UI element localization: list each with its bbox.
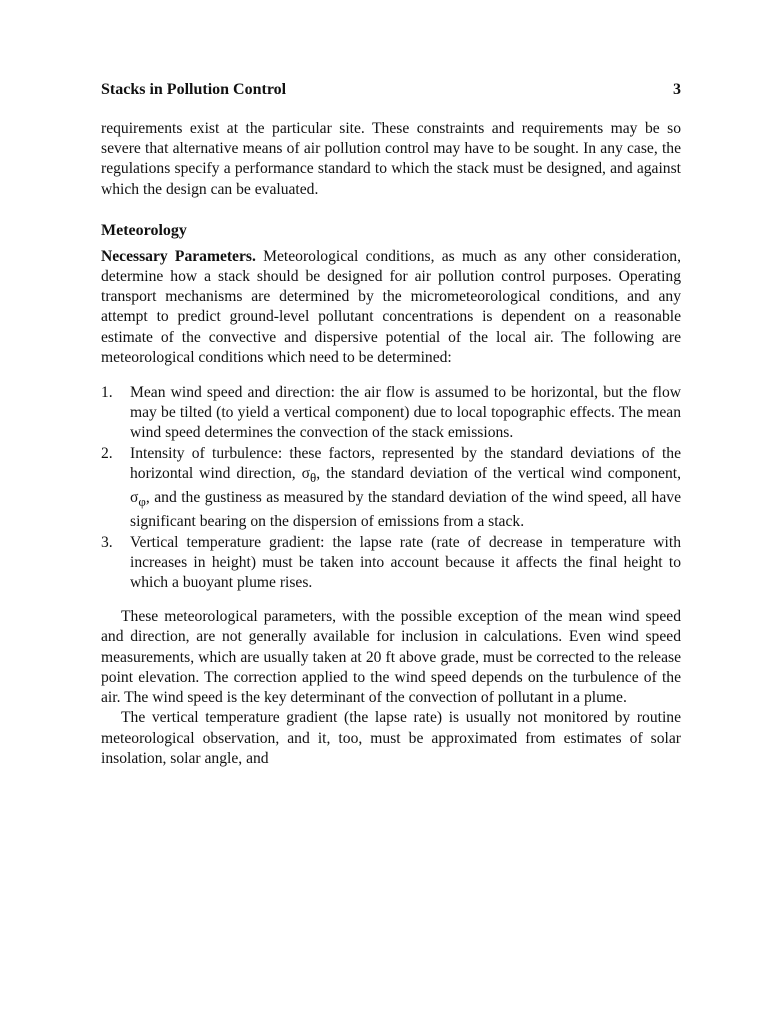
section-heading-meteorology: Meteorology [101,221,187,239]
list-item [101,444,681,533]
meteorological-conditions-list [101,383,681,593]
list-item-number: 1. [101,384,113,402]
continuation-paragraph: requirements exist at the particular site. These constraints and requirements may be so severe that alternative means of air pollution control may have to be sought. In any case, the regulations specify a performance standard to which the stack must be designed, and against which the design can be evaluated. [101,120,681,198]
list-item-text: Mean wind speed and direction: the air flow is assumed to be horizontal, but the flow may be tilted (to yield a vertical component) due to local topographic effects. The mean wind speed determines the convection of the stack emissions. [130,384,681,442]
necessary-parameters-text: Meteorological conditions, as much as any other consideration, determine how a stack should be designed for air pollution control purposes. Operating transport mechanisms are determined by the micrometeorological conditions, and any attempt to predict ground-level pollutant concentrations is dependent on a reasonable estimate of the convective and dispersive potential of the local air. The following are meteorological conditions which need to be determined: [101,247,681,366]
list-item [101,383,681,444]
phi-subscript: φ [138,494,146,510]
document-page [101,80,681,769]
list-item-text-part: , the standard deviation of the vertical wind component, [316,464,681,482]
list-item-number: 3. [101,533,113,551]
sigma-symbol: σ [130,489,139,507]
body-paragraph: The vertical temperature gradient (the lapse rate) is usually not monitored by routine meteorological observation, and it, too, must be approximated from estimates of solar insolation, solar angle, and [101,709,681,767]
running-title: Stacks in Pollution Control [101,81,287,98]
run-in-heading: Necessary Parameters. [101,247,256,265]
page-number: 3 [673,81,681,98]
sigma-symbol: σ [301,464,311,482]
running-header [101,80,681,100]
necessary-parameters-paragraph [101,247,681,368]
body-paragraph: These meteorological parameters, with the possible exception of the mean wind speed and direction, are not generally available for inclusion in calculations. Even wind speed measurements, which are usually taken at 20 ft above grade, must be corrected to the release point elevation. The correction applied to the wind speed depends on the turbulence of the air. The wind speed is the key determinant of the convection of pollutant in a plume. [101,608,681,707]
list-item-text: Vertical temperature gradient: the lapse rate (rate of decrease in temperature with increases in height) must be taken into account because it affects the final height to which a buoyant plume rises. [130,533,681,592]
theta-subscript: θ [310,469,317,485]
list-item-number: 2. [101,444,113,462]
list-item-text [130,444,681,533]
list-item [101,533,681,594]
list-item-text-part: , and the gustiness as measured by the standard deviation of the wind speed, all have significant bearing on the dispersion of emissions from a stack. [130,489,681,531]
list-item-text-part: Intensity of turbulence: these factors, represented by the standard deviations of the horizontal wind direction, [130,444,681,482]
